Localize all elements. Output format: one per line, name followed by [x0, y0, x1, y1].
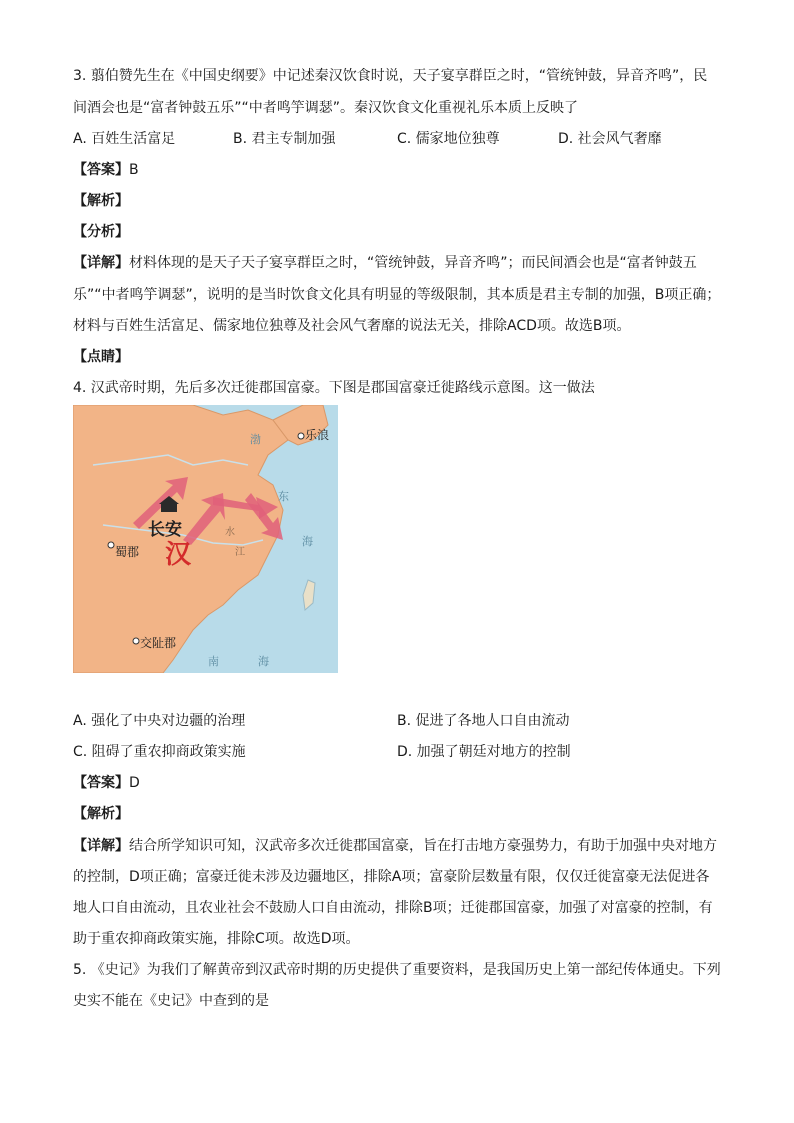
map-label-shui: 水	[225, 527, 235, 538]
q4-detail-line2: 的控制，D项正确；富豪迁徙未涉及边疆地区，排除A项；富豪阶层数量有限，仅仅迁徙富豪无法促进各	[73, 869, 710, 885]
q3-fenxi-tag: 【分析】	[73, 224, 129, 240]
map-label-jiang: 江	[235, 547, 245, 558]
map-label-hai-east: 海	[302, 535, 313, 548]
q3-answer	[73, 160, 139, 180]
q3-answer-value: B	[129, 162, 139, 178]
map-label-han: 汉	[165, 540, 192, 570]
map-label-jiaozhijun: 交阯郡	[140, 636, 177, 650]
map-label-changan: 长安	[148, 520, 182, 540]
q4-detail-text1: 结合所学知识可知，汉武帝多次迁徙郡国富豪，旨在打击地方豪强势力，有助于加强中央对地方	[129, 838, 717, 854]
q3-stem-line2: 间酒会也是“富者钟鼓五乐”“中者鸣竽调瑟”。秦汉饮食文化重视礼乐本质上反映了	[73, 100, 579, 116]
map-label-nan: 南	[208, 655, 219, 668]
map-label-hai-south: 海	[258, 655, 269, 668]
map-label-bo: 渤	[250, 433, 261, 446]
q3-detail-text1: 材料体现的是天子天子宴享群臣之时，“管统钟鼓，异音齐鸣”；而民间酒会也是“富者钟鼓五	[129, 255, 697, 271]
q4-detail-line3: 地人口自由流动，且农业社会不鼓励人口自由流动，排除B项；迁徙郡国富豪，加强了对富豪的控制，有	[73, 900, 713, 916]
q4-answer-value: D	[129, 775, 140, 791]
q3-detail-line2: 乐”“中者鸣竽调瑟”，说明的是当时饮食文化具有明显的等级限制，其本质是君主专制的加强，B项正确；	[73, 287, 721, 303]
q4-stem: 4. 汉武帝时期，先后多次迁徙郡国富豪。下图是郡国富豪迁徙路线示意图。这一做法	[73, 380, 595, 396]
q4-option-d: D. 加强了朝廷对地方的控制	[397, 744, 571, 760]
q3-option-d: D. 社会风气奢靡	[558, 131, 662, 147]
lelang-marker	[298, 433, 304, 439]
q4-option-c: C. 阻碍了重农抑商政策实施	[73, 744, 246, 760]
map-label-lelang: 乐浪	[305, 428, 330, 442]
q4-detail-line4: 助于重农抑商政策实施，排除C项。故选D项。	[73, 931, 360, 947]
q5-stem-line1: 5. 《史记》为我们了解黄帝到汉武帝时期的历史提供了重要资料，是我国历史上第一部纪传体通史。下列	[73, 962, 721, 978]
q4-option-b: B. 促进了各地人口自由流动	[397, 713, 570, 729]
jiaozhi-marker	[133, 638, 139, 644]
shujun-marker	[108, 542, 114, 548]
q3-detail-tag: 【详解】	[73, 255, 129, 271]
map-label-dong: 东	[278, 490, 289, 503]
q3-answer-tag: 【答案】	[73, 162, 129, 178]
q3-analysis-tag: 【解析】	[73, 193, 129, 209]
q3-option-c: C. 儒家地位独尊	[397, 131, 500, 147]
map-label-shujun: 蜀郡	[115, 545, 140, 559]
q4-analysis-tag: 【解析】	[73, 806, 129, 822]
q4-detail-line1	[73, 836, 717, 856]
q3-option-a: A. 百姓生活富足	[73, 131, 176, 147]
q5-stem-line2: 史实不能在《史记》中查到的是	[73, 993, 269, 1009]
q4-option-a: A. 强化了中央对边疆的治理	[73, 713, 246, 729]
q4-answer	[73, 773, 140, 793]
q3-detail-line3: 材料与百姓生活富足、儒家地位独尊及社会风气奢靡的说法无关，排除ACD项。故选B项。	[73, 318, 631, 334]
q3-dianjing-tag: 【点睛】	[73, 349, 129, 365]
q4-detail-tag: 【详解】	[73, 838, 129, 854]
migration-route-map	[73, 405, 338, 673]
q3-stem-line1: 3. 翦伯赞先生在《中国史纲要》中记述秦汉饮食时说，天子宴享群臣之时，“管统钟鼓，异音齐鸣”，民	[73, 68, 708, 84]
q4-answer-tag: 【答案】	[73, 775, 129, 791]
q3-option-b: B. 君主专制加强	[233, 131, 336, 147]
q3-detail-line1	[73, 253, 697, 273]
